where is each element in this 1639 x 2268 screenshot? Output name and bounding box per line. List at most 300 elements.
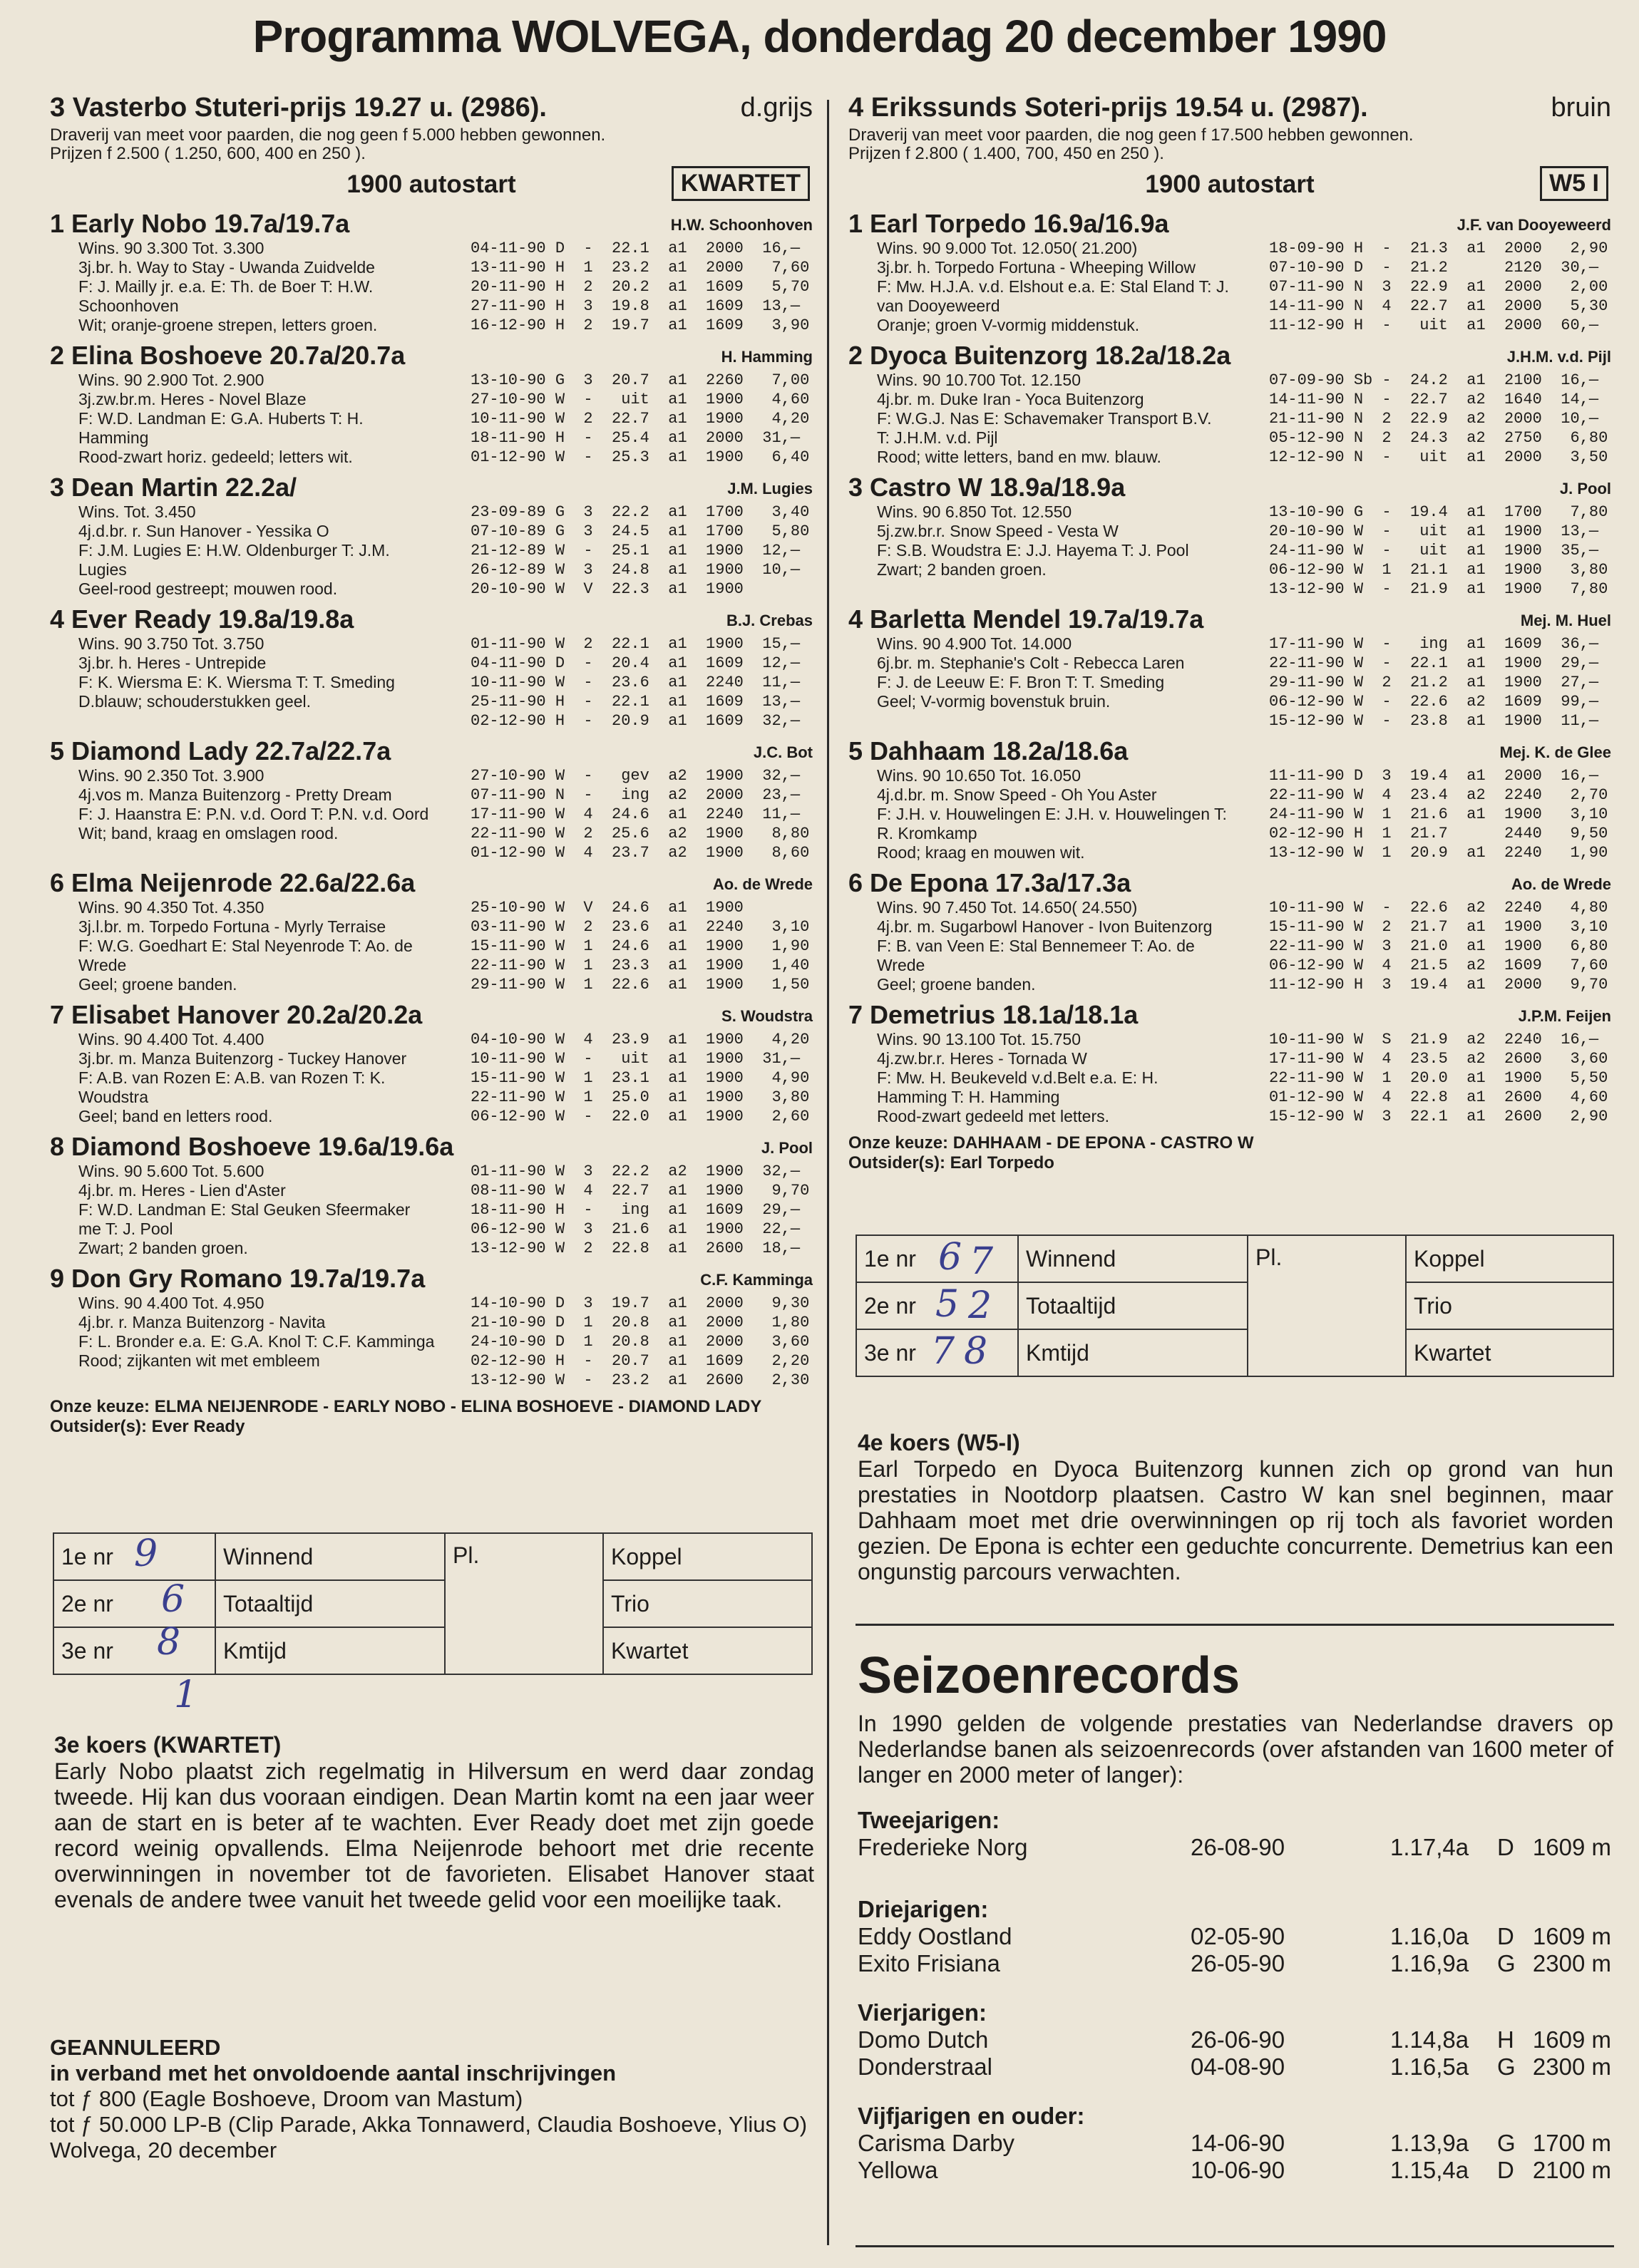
- trainer-name: Mej. M. Huel: [1520, 612, 1611, 629]
- handwritten-pick: 7: [931, 1330, 955, 1373]
- horse-info: [50, 1294, 471, 1390]
- bet-grid-pl: Pl.: [1248, 1235, 1406, 1376]
- bet-grid-row-label: 3e nr: [856, 1329, 1018, 1376]
- horse-results: [471, 898, 813, 994]
- race3-desc-line: Prijzen f 2.500 ( 1.250, 600, 400 en 250 ).: [50, 144, 366, 163]
- result-line: 15-11-90 W 1 23.1 a1 1900 4,90: [471, 1069, 810, 1087]
- result-line: 27-11-90 H 3 19.8 a1 1609 13,—: [471, 297, 801, 315]
- horse-info-line: F: W.G.J. Nas E: Schavemaker Transport B.V.: [877, 409, 1212, 428]
- horse-name: 4 Barletta Mendel 19.7a/19.7a: [848, 604, 1204, 634]
- result-line: 13-10-90 G - 19.4 a1 1700 7,80: [1269, 503, 1608, 521]
- horse-info-line: Zwart; 2 banden groen.: [78, 1239, 248, 1257]
- horse-name: 1 Earl Torpedo 16.9a/16.9a: [848, 209, 1169, 238]
- horse-results: [471, 1294, 813, 1390]
- horse-info-line: Rood-zwart gedeeld met letters.: [877, 1107, 1109, 1125]
- horse-info-line: Geel; groene banden.: [78, 975, 237, 994]
- trainer-name: Ao. de Wrede: [712, 875, 813, 893]
- trainer-name: J. Pool: [761, 1139, 813, 1157]
- result-line: 21-11-90 N 2 22.9 a2 2000 10,—: [1269, 410, 1599, 428]
- record-row: [858, 1923, 1613, 1950]
- horse-info: [848, 766, 1269, 862]
- horse-info-line: Wins. 90 2.350 Tot. 3.900: [78, 766, 264, 785]
- handwritten-pick: 9: [134, 1532, 158, 1575]
- trainer-name: J.H.M. v.d. Pijl: [1506, 348, 1611, 366]
- horse-info-line: Wins. 90 2.900 Tot. 2.900: [78, 371, 264, 389]
- horse-name: 9 Don Gry Romano 19.7a/19.7a: [50, 1264, 426, 1293]
- bet-grid-row-label: 3e nr: [53, 1627, 215, 1674]
- horse-info-line: Wins. 90 10.700 Tot. 12.150: [877, 371, 1081, 389]
- race4-header: [848, 93, 1611, 123]
- horse-info: [50, 766, 471, 862]
- result-line: 21-10-90 D 1 20.8 a1 2000 1,80: [471, 1314, 810, 1331]
- race4-commentary: [858, 1430, 1613, 1584]
- horse-info-line: 6j.br. m. Stephanie's Colt - Rebecca Laren: [877, 654, 1185, 672]
- horse-info-line: F: W.D. Landman E: G.A. Huberts T: H.: [78, 409, 364, 428]
- bet-grid-label: Koppel: [603, 1533, 812, 1580]
- record-row: [858, 2157, 1613, 2184]
- race3-commentary: [54, 1732, 814, 1912]
- horse-info: [848, 239, 1269, 335]
- horse-info: [50, 371, 471, 467]
- horse-info-line: F: J. Haanstra E: P.N. v.d. Oord T: P.N. v.d. Oord: [78, 805, 429, 823]
- bet-grid-label: Trio: [1406, 1282, 1613, 1329]
- bet-grid-label: Kwartet: [603, 1627, 812, 1674]
- result-line: 17-11-90 W 4 23.5 a2 2600 3,60: [1269, 1050, 1608, 1068]
- horse-info-line: Geel; groene banden.: [877, 975, 1036, 994]
- record-cell: 04-08-90: [1191, 2053, 1285, 2080]
- result-line: 01-11-90 W 2 22.1 a1 1900 15,—: [471, 635, 801, 653]
- horse-entry: [848, 736, 1611, 862]
- race3-outsider: Outsider(s): Ever Ready: [50, 1417, 245, 1436]
- race4-commentary-text: Earl Torpedo en Dyoca Buitenzorg kunnen zich op grond van hun prestaties in Nootdorp plaatsen. Castro W kan snel beginnen, maar Dahhaam moet met drie overwinningen op rij toch als favoriet worden gezien. De Epona is echter een geduchte concurrente. Demetrius kan een ongunstig parcours verwachten.: [858, 1456, 1613, 1584]
- horse-results: [471, 371, 813, 467]
- result-line: 22-11-90 W 1 25.0 a1 1900 3,80: [471, 1088, 810, 1106]
- horse-info-line: Wrede: [877, 956, 925, 974]
- result-line: 11-12-90 H 3 19.4 a1 2000 9,70: [1269, 976, 1608, 994]
- horse-results: [471, 239, 813, 335]
- trainer-name: J.M. Lugies: [727, 480, 813, 498]
- bet-grid-label: Kwartet: [1406, 1329, 1613, 1376]
- horse-results: [1269, 371, 1611, 467]
- horse-info-line: Wins. 90 7.450 Tot. 14.650( 24.550): [877, 898, 1138, 917]
- bet-grid-label: Totaaltijd: [215, 1580, 445, 1627]
- result-line: 10-11-90 W 2 22.7 a1 1900 4,20: [471, 410, 810, 428]
- result-line: 06-12-90 W - 22.6 a2 1609 99,—: [1269, 693, 1599, 711]
- trainer-name: Mej. K. de Glee: [1499, 743, 1611, 761]
- horse-info-line: Schoonhoven: [78, 297, 179, 315]
- horse-info-line: F: J. de Leeuw E: F. Bron T: T. Smeding: [877, 673, 1165, 691]
- horse-results: [1269, 898, 1611, 994]
- horse-info-line: 4j.br. m. Sugarbowl Hanover - Ivon Buitenzorg: [877, 917, 1213, 936]
- horse-info-line: Wins. 90 3.300 Tot. 3.300: [78, 239, 264, 257]
- horse-info-line: 4j.br. r. Manza Buitenzorg - Navita: [78, 1313, 326, 1331]
- horse-info-line: Geel; band en letters rood.: [78, 1107, 273, 1125]
- result-line: 13-11-90 H 1 23.2 a1 2000 7,60: [471, 259, 810, 277]
- horse-info-line: Wins. 90 9.000 Tot. 12.050( 21.200): [877, 239, 1138, 257]
- horse-entry: [50, 341, 813, 467]
- horse-info: [50, 634, 471, 731]
- horse-info-line: F: A.B. van Rozen E: A.B. van Rozen T: K.: [78, 1068, 386, 1087]
- result-line: 13-12-90 W - 21.9 a1 1900 7,80: [1269, 580, 1608, 598]
- records-group: [858, 2103, 1613, 2184]
- race3-desc-line: Draverij van meet voor paarden, die nog geen f 5.000 hebben gewonnen.: [50, 125, 606, 145]
- record-cell: 2300 m: [1532, 1950, 1611, 1976]
- cancelled-notice: [50, 2035, 813, 2163]
- horse-entry: [50, 209, 813, 335]
- result-line: 25-11-90 H - 22.1 a1 1609 13,—: [471, 693, 801, 711]
- result-line: 13-10-90 G 3 20.7 a1 2260 7,00: [471, 371, 810, 389]
- horse-info: [848, 1030, 1269, 1126]
- horse-results: [471, 1030, 813, 1126]
- record-cell: Eddy Oostland: [858, 1923, 1012, 1949]
- horse-info-line: Wins. 90 4.400 Tot. 4.400: [78, 1030, 264, 1048]
- handwritten-pick: 1: [174, 1674, 198, 1716]
- records-group: [858, 1807, 1613, 1861]
- race4-pick: [848, 1133, 1611, 1173]
- horse-entry: [848, 209, 1611, 335]
- trainer-name: J.F. van Dooyeweerd: [1456, 216, 1611, 234]
- result-line: 20-10-90 W - uit a1 1900 13,—: [1269, 522, 1599, 540]
- bet-grid-row-label: 1e nr: [856, 1235, 1018, 1282]
- result-line: 11-12-90 H - uit a1 2000 60,—: [1269, 316, 1599, 334]
- record-cell: Yellowa: [858, 2157, 938, 2183]
- horse-info-line: Wins. 90 4.900 Tot. 14.000: [877, 634, 1072, 653]
- race4-horse-list: [848, 209, 1611, 1126]
- handwritten-pick: 7: [970, 1240, 994, 1283]
- horse-info-line: Zwart; 2 banden groen.: [877, 560, 1047, 579]
- horse-info-line: 3j.br. h. Torpedo Fortuna - Wheeping Willow: [877, 258, 1196, 277]
- horse-info-line: Rood-zwart horiz. gedeeld; letters wit.: [78, 448, 353, 466]
- records-group: [858, 1896, 1613, 1977]
- horse-info-line: F: Mw. H. Beukeveld v.d.Belt e.a. E: H.: [877, 1068, 1158, 1087]
- race4-start-row: [848, 165, 1611, 203]
- result-line: 06-12-90 W - 22.0 a1 1900 2,60: [471, 1108, 810, 1125]
- horse-info-line: 4j.vos m. Manza Buitenzorg - Pretty Dream: [78, 785, 392, 804]
- race4-section: [848, 93, 1611, 1173]
- result-line: 10-11-90 W - uit a1 1900 31,—: [471, 1050, 801, 1068]
- race4-outsider: Outsider(s): Earl Torpedo: [848, 1153, 1054, 1172]
- horse-name: 7 Demetrius 18.1a/18.1a: [848, 1000, 1139, 1029]
- horse-info-line: 3j.zw.br.m. Heres - Novel Blaze: [78, 390, 307, 408]
- record-row: [858, 1950, 1613, 1977]
- race4-desc-line: Prijzen f 2.800 ( 1.400, 700, 450 en 250 ).: [848, 144, 1164, 163]
- record-row: [858, 2053, 1613, 2081]
- record-cell: 1609 m: [1532, 1923, 1611, 1949]
- cancelled-heading: GEANNULEERD: [50, 2035, 221, 2060]
- race4-commentary-heading: 4e koers (W5-I): [858, 1430, 1020, 1455]
- horse-name: 1 Early Nobo 19.7a/19.7a: [50, 209, 350, 238]
- result-line: 16-12-90 H 2 19.7 a1 1609 3,90: [471, 316, 810, 334]
- bet-grid-label: Totaaltijd: [1018, 1282, 1248, 1329]
- horse-info-line: Rood; witte letters, band en mw. blauw.: [877, 448, 1161, 466]
- horse-info: [50, 898, 471, 994]
- record-cell: 26-05-90: [1191, 1950, 1285, 1976]
- horse-name: 5 Diamond Lady 22.7a/22.7a: [50, 736, 391, 766]
- horse-entry: [50, 473, 813, 599]
- result-line: 01-12-90 W 4 22.8 a1 2600 4,60: [1269, 1088, 1608, 1106]
- records-group-heading: Vierjarigen:: [858, 1999, 987, 2026]
- page-title: Programma WOLVEGA, donderdag 20 december 1990: [252, 11, 1387, 62]
- horse-info-line: F: S.B. Woudstra E: J.J. Hayema T: J. Pool: [877, 541, 1189, 560]
- horse-info-line: Wins. 90 3.750 Tot. 3.750: [78, 634, 264, 653]
- result-line: 23-09-89 G 3 22.2 a1 1700 3,40: [471, 503, 810, 521]
- result-line: 24-11-90 W 1 21.6 a1 1900 3,10: [1269, 805, 1608, 823]
- bet-grid-row-label: 2e nr: [856, 1282, 1018, 1329]
- race3-bet-type: KWARTET: [672, 166, 810, 201]
- record-row: [858, 2130, 1613, 2157]
- horse-info-line: Wrede: [78, 956, 127, 974]
- horse-info-line: van Dooyeweerd: [877, 297, 1000, 315]
- trainer-name: B.J. Crebas: [726, 612, 813, 629]
- result-line: 10-11-90 W S 21.9 a2 2240 16,—: [1269, 1031, 1599, 1048]
- horse-info-line: F: K. Wiersma E: K. Wiersma T: T. Smeding: [78, 673, 395, 691]
- record-cell: 1.16,5a: [1390, 2053, 1469, 2080]
- horse-info-line: 3j.br. m. Manza Buitenzorg - Tuckey Hanover: [78, 1049, 407, 1068]
- record-cell: 1.17,4a: [1390, 1834, 1469, 1860]
- handwritten-pick: 6: [938, 1236, 962, 1279]
- bet-grid-label: Trio: [603, 1580, 812, 1627]
- race4-start: 1900 autostart: [1145, 170, 1315, 198]
- record-cell: H: [1497, 2026, 1514, 2053]
- race4-description: [848, 126, 1611, 163]
- result-line: 03-11-90 W 2 23.6 a1 2240 3,10: [471, 918, 810, 936]
- race4-desc-line: Draverij van meet voor paarden, die nog geen f 17.500 hebben gewonnen.: [848, 125, 1414, 145]
- cancelled-line: Wolvega, 20 december: [50, 2138, 277, 2163]
- result-line: 07-09-90 Sb - 24.2 a1 2100 16,—: [1269, 371, 1599, 389]
- horse-name: 5 Dahhaam 18.2a/18.6a: [848, 736, 1129, 766]
- horse-info-line: D.blauw; schouderstukken geel.: [78, 692, 312, 711]
- race3-color: d.grijs: [740, 93, 813, 123]
- horse-info-line: Wins. 90 10.650 Tot. 16.050: [877, 766, 1081, 785]
- horse-info-line: 4j.d.br. r. Sun Hanover - Yessika O: [78, 522, 329, 540]
- race4-bet-type: W5 I: [1540, 166, 1608, 201]
- record-cell: 1.13,9a: [1390, 2130, 1469, 2156]
- handwritten-pick: 8: [157, 1621, 181, 1664]
- result-line: 17-11-90 W 4 24.6 a1 2240 11,—: [471, 805, 801, 823]
- horse-entry: [50, 1264, 813, 1390]
- horse-results: [471, 766, 813, 862]
- bet-grid-label: Kmtijd: [215, 1627, 445, 1674]
- race4-our-pick: Onze keuze: DAHHAAM - DE EPONA - CASTRO W: [848, 1133, 1254, 1153]
- horse-info-line: F: Mw. H.J.A. v.d. Elshout e.a. E: Stal Eland T: J.: [877, 277, 1229, 296]
- result-line: 29-11-90 W 2 21.2 a1 1900 27,—: [1269, 674, 1599, 691]
- horse-info-line: 3j.l.br. m. Torpedo Fortuna - Myrly Terraise: [78, 917, 386, 936]
- race3-pick: [50, 1397, 813, 1437]
- result-line: 22-11-90 W 1 20.0 a1 1900 5,50: [1269, 1069, 1608, 1087]
- record-cell: Carisma Darby: [858, 2130, 1015, 2156]
- horse-info-line: Wit; band, kraag en omslagen rood.: [78, 824, 339, 842]
- record-row: [858, 1834, 1613, 1861]
- record-cell: Frederieke Norg: [858, 1834, 1028, 1860]
- result-line: 20-11-90 H 2 20.2 a1 1609 5,70: [471, 278, 810, 296]
- bet-grid-row-label: 2e nr: [53, 1580, 215, 1627]
- horse-name: 3 Dean Martin 22.2a/: [50, 473, 297, 502]
- horse-entry: [50, 604, 813, 731]
- record-cell: G: [1497, 2053, 1516, 2080]
- record-cell: 1609 m: [1532, 2026, 1611, 2053]
- horse-info-line: 3j.br. h. Heres - Untrepide: [78, 654, 267, 672]
- result-line: 04-10-90 W 4 23.9 a1 1900 4,20: [471, 1031, 810, 1048]
- result-line: 01-12-90 W - 25.3 a1 1900 6,40: [471, 448, 810, 466]
- result-line: 20-10-90 W V 22.3 a1 1900: [471, 580, 744, 598]
- result-line: 18-11-90 H - ing a1 1609 29,—: [471, 1201, 801, 1219]
- horse-name: 4 Ever Ready 19.8a/19.8a: [50, 604, 354, 634]
- result-line: 24-11-90 W - uit a1 1900 35,—: [1269, 542, 1599, 560]
- horse-info-line: Rood; zijkanten wit met embleem: [78, 1351, 320, 1370]
- horse-info-line: F: W.G. Goedhart E: Stal Neyenrode T: Ao. de: [78, 937, 413, 955]
- horse-info-line: Hamming T: H. Hamming: [877, 1088, 1060, 1106]
- result-line: 01-12-90 W 4 23.7 a2 1900 8,60: [471, 844, 810, 862]
- horse-entry: [848, 473, 1611, 599]
- result-line: 25-10-90 W V 24.6 a1 1900: [471, 899, 744, 917]
- record-cell: Domo Dutch: [858, 2026, 989, 2053]
- horse-info: [848, 371, 1269, 467]
- record-cell: D: [1497, 1923, 1514, 1949]
- handwritten-pick: 6: [161, 1578, 185, 1621]
- horse-info: [50, 239, 471, 335]
- result-line: 02-12-90 H - 20.9 a1 1609 32,—: [471, 712, 801, 730]
- section-divider: [856, 1624, 1614, 1626]
- result-line: 27-10-90 W - gev a2 1900 32,—: [471, 767, 801, 785]
- horse-info-line: Oranje; groen V-vormig middenstuk.: [877, 316, 1140, 334]
- result-line: 07-10-89 G 3 24.5 a1 1700 5,80: [471, 522, 810, 540]
- handwritten-pick: 5: [935, 1283, 960, 1326]
- horse-info-line: F: W.D. Landman E: Stal Geuken Sfeermaker: [78, 1200, 411, 1219]
- horse-info: [50, 1030, 471, 1126]
- horse-info-line: Hamming: [78, 428, 149, 447]
- result-line: 15-11-90 W 1 24.6 a1 1900 1,90: [471, 937, 810, 955]
- record-cell: 2300 m: [1532, 2053, 1611, 2080]
- record-cell: Donderstraal: [858, 2053, 992, 2080]
- result-line: 22-11-90 W 3 21.0 a1 1900 6,80: [1269, 937, 1608, 955]
- horse-info-line: F: J.M. Lugies E: H.W. Oldenburger T: J.M.: [78, 541, 390, 560]
- horse-info-line: T: J.H.M. v.d. Pijl: [877, 428, 998, 447]
- record-cell: 10-06-90: [1191, 2157, 1285, 2183]
- record-cell: D: [1497, 2157, 1514, 2183]
- bet-grid-label: Koppel: [1406, 1235, 1613, 1282]
- result-line: 22-11-90 W - 22.1 a1 1900 29,—: [1269, 654, 1599, 672]
- cancelled-line: tot ƒ 800 (Eagle Boshoeve, Droom van Mastum): [50, 2086, 523, 2111]
- record-cell: 1.16,0a: [1390, 1923, 1469, 1949]
- bet-grid-label: Winnend: [1018, 1235, 1248, 1282]
- result-line: 27-10-90 W - uit a1 1900 4,60: [471, 391, 810, 408]
- horse-results: [471, 1162, 813, 1258]
- records-intro: In 1990 gelden de volgende prestaties van Nederlandse dravers op Nederlandse banen als seizoenrecords (over afstanden van 1600 meter of langer en 2000 meter of langer):: [858, 1711, 1613, 1788]
- result-line: 04-11-90 D - 22.1 a1 2000 16,—: [471, 239, 801, 257]
- horse-info-line: Geel; V-vormig bovenstuk bruin.: [877, 692, 1111, 711]
- horse-info-line: Woudstra: [78, 1088, 149, 1106]
- result-line: 14-11-90 N - 22.7 a2 1640 14,—: [1269, 391, 1599, 408]
- bet-grid-label: Kmtijd: [1018, 1329, 1248, 1376]
- horse-results: [1269, 1030, 1611, 1126]
- horse-info-line: 3j.br. h. Way to Stay - Uwanda Zuidvelde: [78, 258, 375, 277]
- records-group-heading: Driejarigen:: [858, 1896, 989, 1922]
- horse-name: 8 Diamond Boshoeve 19.6a/19.6a: [50, 1132, 454, 1161]
- horse-results: [1269, 502, 1611, 599]
- trainer-name: H.W. Schoonhoven: [670, 216, 813, 234]
- trainer-name: J.P.M. Feijen: [1518, 1007, 1611, 1025]
- record-cell: 26-06-90: [1191, 2026, 1285, 2053]
- race3-description: [50, 126, 813, 163]
- column-divider: [827, 100, 829, 2245]
- result-line: 02-12-90 H - 20.7 a1 1609 2,20: [471, 1352, 810, 1370]
- result-line: 21-12-89 W - 25.1 a1 1900 12,—: [471, 542, 801, 560]
- record-cell: 1700 m: [1532, 2130, 1611, 2156]
- record-cell: 02-05-90: [1191, 1923, 1285, 1949]
- horse-info-line: Wins. 90 4.350 Tot. 4.350: [78, 898, 264, 917]
- horse-entry: [50, 1000, 813, 1126]
- cancelled-subheading: in verband met het onvoldoende aantal inschrijvingen: [50, 2061, 617, 2086]
- horse-entry: [848, 604, 1611, 731]
- record-cell: D: [1497, 1834, 1514, 1860]
- result-line: 01-11-90 W 3 22.2 a2 1900 32,—: [471, 1163, 801, 1180]
- horse-name: 2 Dyoca Buitenzorg 18.2a/18.2a: [848, 341, 1231, 370]
- result-line: 24-10-90 D 1 20.8 a1 2000 3,60: [471, 1333, 810, 1351]
- bet-grid-row-label: 1e nr: [53, 1533, 215, 1580]
- trainer-name: S. Woudstra: [721, 1007, 813, 1025]
- trainer-name: H. Hamming: [721, 348, 813, 366]
- result-line: 10-11-90 W - 22.6 a2 2240 4,80: [1269, 899, 1608, 917]
- records-title: Seizoenrecords: [858, 1647, 1240, 1704]
- horse-info-line: Rood; kraag en mouwen wit.: [877, 843, 1085, 862]
- trainer-name: J. Pool: [1559, 480, 1611, 498]
- horse-name: 2 Elina Boshoeve 20.7a/20.7a: [50, 341, 406, 370]
- race3-header: [50, 93, 813, 123]
- record-cell: 1.14,8a: [1390, 2026, 1469, 2053]
- race3-commentary-heading: 3e koers (KWARTET): [54, 1732, 282, 1758]
- horse-info: [50, 1162, 471, 1258]
- horse-entry: [50, 868, 813, 994]
- result-line: 22-11-90 W 2 25.6 a2 1900 8,80: [471, 825, 810, 842]
- result-line: 18-09-90 H - 21.3 a1 2000 2,90: [1269, 239, 1608, 257]
- record-cell: G: [1497, 2130, 1516, 2156]
- handwritten-pick: 8: [964, 1330, 988, 1373]
- record-cell: 1.15,4a: [1390, 2157, 1469, 2183]
- result-line: 13-12-90 W - 23.2 a1 2600 2,30: [471, 1371, 810, 1389]
- race4-color: bruin: [1551, 93, 1611, 123]
- race3-title: 3 Vasterbo Stuteri-prijs 19.27 u. (2986).: [50, 93, 547, 123]
- race3-horse-list: [50, 209, 813, 1390]
- race3-our-pick: Onze keuze: ELMA NEIJENRODE - EARLY NOBO - ELINA BOSHOEVE - DIAMOND LADY: [50, 1397, 762, 1416]
- record-cell: Exito Frisiana: [858, 1950, 1000, 1976]
- records-group-heading: Tweejarigen:: [858, 1807, 1000, 1833]
- result-line: 12-12-90 N - uit a1 2000 3,50: [1269, 448, 1608, 466]
- result-line: 13-12-90 W 2 22.8 a1 2600 18,—: [471, 1239, 801, 1257]
- result-line: 15-12-90 W - 23.8 a1 1900 11,—: [1269, 712, 1599, 730]
- result-line: 06-12-90 W 3 21.6 a1 1900 22,—: [471, 1220, 801, 1238]
- horse-info-line: Wins. Tot. 3.450: [78, 502, 196, 521]
- trainer-name: Ao. de Wrede: [1511, 875, 1611, 893]
- trainer-name: C.F. Kamminga: [700, 1271, 813, 1289]
- record-cell: G: [1497, 1950, 1516, 1976]
- horse-info-line: R. Kromkamp: [877, 824, 977, 842]
- record-cell: 2100 m: [1532, 2157, 1611, 2183]
- result-line: 22-11-90 W 4 23.4 a2 2240 2,70: [1269, 786, 1608, 804]
- horse-info-line: Wins. 90 13.100 Tot. 15.750: [877, 1030, 1081, 1048]
- horse-info-line: F: B. van Veen E: Stal Bennemeer T: Ao. de: [877, 937, 1195, 955]
- horse-info-line: 5j.zw.br.r. Snow Speed - Vesta W: [877, 522, 1119, 540]
- result-line: 14-11-90 N 4 22.7 a1 2000 5,30: [1269, 297, 1608, 315]
- horse-entry: [50, 1132, 813, 1258]
- horse-info-line: Geel-rood gestreept; mouwen rood.: [78, 579, 338, 598]
- horse-results: [1269, 634, 1611, 731]
- horse-entry: [50, 736, 813, 862]
- horse-entry: [848, 1000, 1611, 1126]
- result-line: 17-11-90 W - ing a1 1609 36,—: [1269, 635, 1599, 653]
- bet-grid-label: Winnend: [215, 1533, 445, 1580]
- horse-info: [848, 502, 1269, 599]
- result-line: 13-12-90 W 1 20.9 a1 2240 1,90: [1269, 844, 1608, 862]
